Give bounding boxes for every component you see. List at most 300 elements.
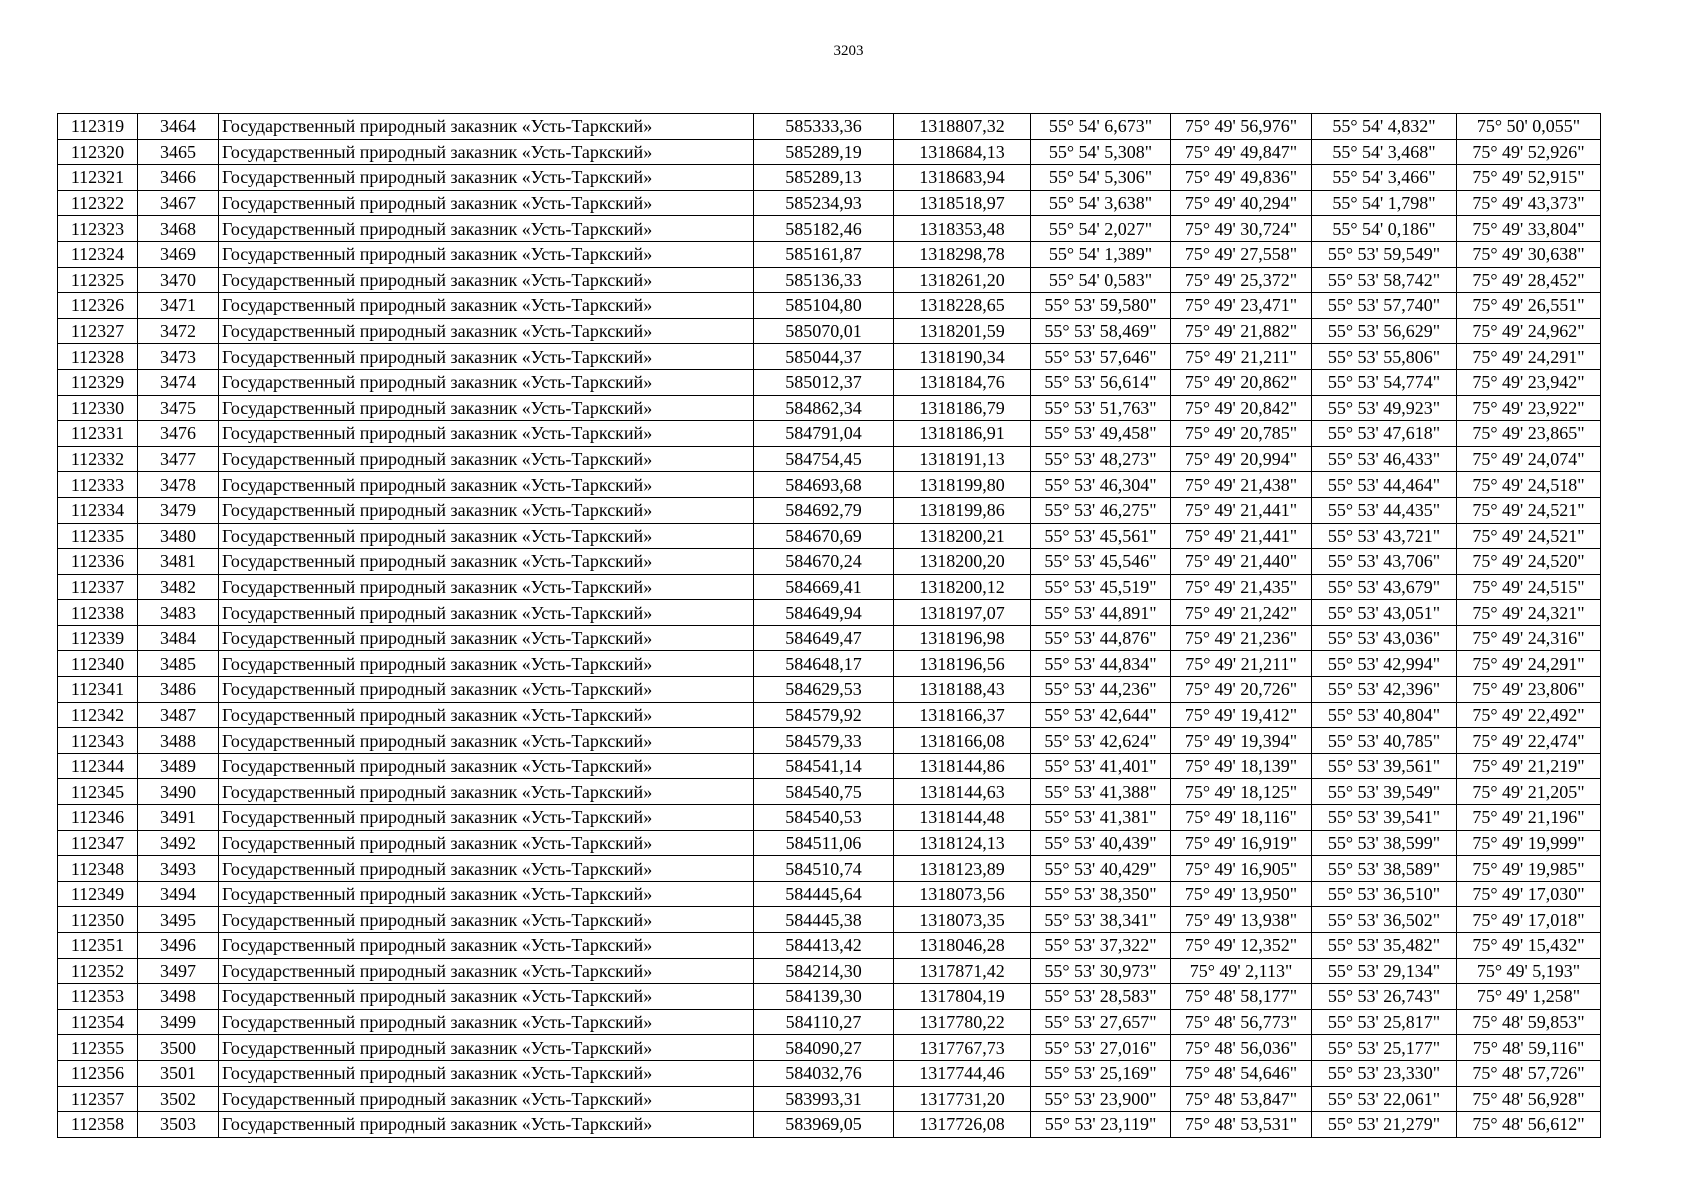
latitude-1-cell: 55° 53' 42,624" (1031, 728, 1171, 754)
row-id-cell: 112349 (58, 881, 138, 907)
latitude-1-cell: 55° 53' 44,236" (1031, 677, 1171, 703)
latitude-2-cell: 55° 53' 43,036" (1312, 625, 1457, 651)
row-id-cell: 112331 (58, 421, 138, 447)
x-coordinate-cell: 585070,01 (754, 318, 894, 344)
point-number-cell: 3470 (138, 267, 219, 293)
latitude-1-cell: 55° 53' 44,834" (1031, 651, 1171, 677)
territory-name-cell: Государственный природный заказник «Усть-Таркский» (219, 984, 754, 1010)
latitude-2-cell: 55° 53' 43,679" (1312, 574, 1457, 600)
longitude-2-cell: 75° 49' 5,193" (1457, 958, 1601, 984)
table-row (58, 1112, 1601, 1138)
y-coordinate-cell: 1318191,13 (894, 446, 1031, 472)
row-id-cell: 112355 (58, 1035, 138, 1061)
latitude-2-cell: 55° 53' 39,561" (1312, 753, 1457, 779)
point-number-cell: 3485 (138, 651, 219, 677)
territory-name-cell: Государственный природный заказник «Усть-Таркский» (219, 395, 754, 421)
y-coordinate-cell: 1318298,78 (894, 241, 1031, 267)
table-row (58, 574, 1601, 600)
latitude-1-cell: 55° 53' 41,388" (1031, 779, 1171, 805)
longitude-1-cell: 75° 49' 21,441" (1171, 523, 1312, 549)
y-coordinate-cell: 1318201,59 (894, 318, 1031, 344)
row-id-cell: 112339 (58, 625, 138, 651)
longitude-1-cell: 75° 49' 20,785" (1171, 421, 1312, 447)
row-id-cell: 112351 (58, 933, 138, 959)
row-id-cell: 112343 (58, 728, 138, 754)
y-coordinate-cell: 1318144,86 (894, 753, 1031, 779)
longitude-1-cell: 75° 49' 21,242" (1171, 600, 1312, 626)
territory-name-cell: Государственный природный заказник «Усть-Таркский» (219, 190, 754, 216)
point-number-cell: 3472 (138, 318, 219, 344)
x-coordinate-cell: 585289,13 (754, 165, 894, 191)
point-number-cell: 3467 (138, 190, 219, 216)
y-coordinate-cell: 1318188,43 (894, 677, 1031, 703)
y-coordinate-cell: 1318228,65 (894, 293, 1031, 319)
y-coordinate-cell: 1318683,94 (894, 165, 1031, 191)
territory-name-cell: Государственный природный заказник «Усть-Таркский» (219, 114, 754, 140)
longitude-2-cell: 75° 49' 15,432" (1457, 933, 1601, 959)
latitude-1-cell: 55° 53' 30,973" (1031, 958, 1171, 984)
latitude-1-cell: 55° 53' 40,439" (1031, 830, 1171, 856)
point-number-cell: 3488 (138, 728, 219, 754)
longitude-2-cell: 75° 49' 24,321" (1457, 600, 1601, 626)
row-id-cell: 112325 (58, 267, 138, 293)
y-coordinate-cell: 1318144,63 (894, 779, 1031, 805)
y-coordinate-cell: 1317744,46 (894, 1060, 1031, 1086)
y-coordinate-cell: 1318184,76 (894, 369, 1031, 395)
x-coordinate-cell: 585161,87 (754, 241, 894, 267)
table-row (58, 421, 1601, 447)
y-coordinate-cell: 1318166,08 (894, 728, 1031, 754)
table-row (58, 267, 1601, 293)
longitude-1-cell: 75° 49' 20,726" (1171, 677, 1312, 703)
latitude-1-cell: 55° 53' 28,583" (1031, 984, 1171, 1010)
territory-name-cell: Государственный природный заказник «Усть-Таркский» (219, 497, 754, 523)
longitude-2-cell: 75° 49' 21,196" (1457, 805, 1601, 831)
longitude-1-cell: 75° 49' 16,919" (1171, 830, 1312, 856)
latitude-2-cell: 55° 53' 36,502" (1312, 907, 1457, 933)
longitude-2-cell: 75° 49' 23,806" (1457, 677, 1601, 703)
territory-name-cell: Государственный природный заказник «Усть-Таркский» (219, 600, 754, 626)
x-coordinate-cell: 584090,27 (754, 1035, 894, 1061)
y-coordinate-cell: 1318684,13 (894, 139, 1031, 165)
latitude-2-cell: 55° 53' 54,774" (1312, 369, 1457, 395)
territory-name-cell: Государственный природный заказник «Усть-Таркский» (219, 421, 754, 447)
latitude-1-cell: 55° 53' 51,763" (1031, 395, 1171, 421)
territory-name-cell: Государственный природный заказник «Усть-Таркский» (219, 549, 754, 575)
table-row (58, 728, 1601, 754)
latitude-2-cell: 55° 53' 25,817" (1312, 1009, 1457, 1035)
territory-name-cell: Государственный природный заказник «Усть-Таркский» (219, 1112, 754, 1138)
point-number-cell: 3499 (138, 1009, 219, 1035)
territory-name-cell: Государственный природный заказник «Усть-Таркский» (219, 523, 754, 549)
table-row (58, 625, 1601, 651)
latitude-1-cell: 55° 54' 5,306" (1031, 165, 1171, 191)
longitude-2-cell: 75° 48' 59,853" (1457, 1009, 1601, 1035)
point-number-cell: 3494 (138, 881, 219, 907)
latitude-2-cell: 55° 53' 40,804" (1312, 702, 1457, 728)
table-row (58, 1009, 1601, 1035)
longitude-2-cell: 75° 49' 43,373" (1457, 190, 1601, 216)
row-id-cell: 112330 (58, 395, 138, 421)
territory-name-cell: Государственный природный заказник «Усть-Таркский» (219, 830, 754, 856)
longitude-2-cell: 75° 49' 21,219" (1457, 753, 1601, 779)
territory-name-cell: Государственный природный заказник «Усть-Таркский» (219, 728, 754, 754)
y-coordinate-cell: 1318190,34 (894, 344, 1031, 370)
row-id-cell: 112320 (58, 139, 138, 165)
territory-name-cell: Государственный природный заказник «Усть-Таркский» (219, 574, 754, 600)
latitude-1-cell: 55° 53' 40,429" (1031, 856, 1171, 882)
row-id-cell: 112335 (58, 523, 138, 549)
x-coordinate-cell: 584692,79 (754, 497, 894, 523)
longitude-1-cell: 75° 49' 16,905" (1171, 856, 1312, 882)
y-coordinate-cell: 1317780,22 (894, 1009, 1031, 1035)
row-id-cell: 112350 (58, 907, 138, 933)
x-coordinate-cell: 585289,19 (754, 139, 894, 165)
longitude-1-cell: 75° 49' 20,862" (1171, 369, 1312, 395)
latitude-1-cell: 55° 53' 25,169" (1031, 1060, 1171, 1086)
table-row (58, 779, 1601, 805)
longitude-2-cell: 75° 49' 19,999" (1457, 830, 1601, 856)
latitude-1-cell: 55° 53' 23,900" (1031, 1086, 1171, 1112)
point-number-cell: 3476 (138, 421, 219, 447)
y-coordinate-cell: 1318196,56 (894, 651, 1031, 677)
y-coordinate-cell: 1318199,80 (894, 472, 1031, 498)
x-coordinate-cell: 584649,94 (754, 600, 894, 626)
row-id-cell: 112319 (58, 114, 138, 140)
page-number: 3203 (833, 43, 864, 59)
row-id-cell: 112333 (58, 472, 138, 498)
x-coordinate-cell: 585104,80 (754, 293, 894, 319)
latitude-2-cell: 55° 53' 39,541" (1312, 805, 1457, 831)
point-number-cell: 3464 (138, 114, 219, 140)
y-coordinate-cell: 1318197,07 (894, 600, 1031, 626)
latitude-1-cell: 55° 54' 2,027" (1031, 216, 1171, 242)
table-row (58, 472, 1601, 498)
table-row (58, 395, 1601, 421)
longitude-1-cell: 75° 48' 53,847" (1171, 1086, 1312, 1112)
longitude-1-cell: 75° 49' 25,372" (1171, 267, 1312, 293)
longitude-1-cell: 75° 49' 49,847" (1171, 139, 1312, 165)
longitude-2-cell: 75° 49' 22,474" (1457, 728, 1601, 754)
latitude-1-cell: 55° 53' 44,876" (1031, 625, 1171, 651)
territory-name-cell: Государственный природный заказник «Усть-Таркский» (219, 1009, 754, 1035)
point-number-cell: 3491 (138, 805, 219, 831)
longitude-2-cell: 75° 48' 57,726" (1457, 1060, 1601, 1086)
x-coordinate-cell: 584670,69 (754, 523, 894, 549)
row-id-cell: 112347 (58, 830, 138, 856)
table-row (58, 856, 1601, 882)
latitude-2-cell: 55° 54' 3,468" (1312, 139, 1457, 165)
longitude-2-cell: 75° 49' 24,518" (1457, 472, 1601, 498)
x-coordinate-cell: 585044,37 (754, 344, 894, 370)
point-number-cell: 3475 (138, 395, 219, 421)
point-number-cell: 3483 (138, 600, 219, 626)
table-body (58, 114, 1601, 1138)
point-number-cell: 3486 (138, 677, 219, 703)
table-row (58, 549, 1601, 575)
table-row (58, 216, 1601, 242)
longitude-1-cell: 75° 49' 21,211" (1171, 651, 1312, 677)
y-coordinate-cell: 1317726,08 (894, 1112, 1031, 1138)
longitude-2-cell: 75° 49' 24,316" (1457, 625, 1601, 651)
latitude-1-cell: 55° 53' 23,119" (1031, 1112, 1171, 1138)
point-number-cell: 3493 (138, 856, 219, 882)
x-coordinate-cell: 584791,04 (754, 421, 894, 447)
row-id-cell: 112357 (58, 1086, 138, 1112)
table-row (58, 523, 1601, 549)
longitude-1-cell: 75° 48' 54,646" (1171, 1060, 1312, 1086)
longitude-1-cell: 75° 49' 12,352" (1171, 933, 1312, 959)
territory-name-cell: Государственный природный заказник «Усть-Таркский» (219, 677, 754, 703)
x-coordinate-cell: 584862,34 (754, 395, 894, 421)
latitude-2-cell: 55° 53' 40,785" (1312, 728, 1457, 754)
longitude-1-cell: 75° 49' 18,116" (1171, 805, 1312, 831)
table-row (58, 600, 1601, 626)
table-row (58, 702, 1601, 728)
point-number-cell: 3496 (138, 933, 219, 959)
latitude-1-cell: 55° 53' 56,614" (1031, 369, 1171, 395)
longitude-2-cell: 75° 49' 22,492" (1457, 702, 1601, 728)
row-id-cell: 112334 (58, 497, 138, 523)
latitude-1-cell: 55° 53' 45,561" (1031, 523, 1171, 549)
x-coordinate-cell: 584413,42 (754, 933, 894, 959)
latitude-1-cell: 55° 54' 1,389" (1031, 241, 1171, 267)
longitude-2-cell: 75° 50' 0,055" (1457, 114, 1601, 140)
latitude-2-cell: 55° 53' 55,806" (1312, 344, 1457, 370)
longitude-2-cell: 75° 49' 26,551" (1457, 293, 1601, 319)
x-coordinate-cell: 584540,53 (754, 805, 894, 831)
longitude-1-cell: 75° 49' 40,294" (1171, 190, 1312, 216)
row-id-cell: 112346 (58, 805, 138, 831)
longitude-1-cell: 75° 49' 21,441" (1171, 497, 1312, 523)
x-coordinate-cell: 584032,76 (754, 1060, 894, 1086)
longitude-2-cell: 75° 49' 1,258" (1457, 984, 1601, 1010)
territory-name-cell: Государственный природный заказник «Усть-Таркский» (219, 651, 754, 677)
point-number-cell: 3502 (138, 1086, 219, 1112)
territory-name-cell: Государственный природный заказник «Усть-Таркский» (219, 446, 754, 472)
x-coordinate-cell: 584510,74 (754, 856, 894, 882)
latitude-1-cell: 55° 53' 46,275" (1031, 497, 1171, 523)
latitude-2-cell: 55° 53' 49,923" (1312, 395, 1457, 421)
table-row (58, 446, 1601, 472)
x-coordinate-cell: 583969,05 (754, 1112, 894, 1138)
longitude-1-cell: 75° 48' 53,531" (1171, 1112, 1312, 1138)
latitude-2-cell: 55° 53' 26,743" (1312, 984, 1457, 1010)
territory-name-cell: Государственный природный заказник «Усть-Таркский» (219, 369, 754, 395)
longitude-2-cell: 75° 49' 19,985" (1457, 856, 1601, 882)
latitude-1-cell: 55° 54' 5,308" (1031, 139, 1171, 165)
x-coordinate-cell: 584579,33 (754, 728, 894, 754)
territory-name-cell: Государственный природный заказник «Усть-Таркский» (219, 1086, 754, 1112)
longitude-2-cell: 75° 49' 30,638" (1457, 241, 1601, 267)
x-coordinate-cell: 584110,27 (754, 1009, 894, 1035)
row-id-cell: 112348 (58, 856, 138, 882)
latitude-2-cell: 55° 53' 36,510" (1312, 881, 1457, 907)
row-id-cell: 112328 (58, 344, 138, 370)
row-id-cell: 112342 (58, 702, 138, 728)
y-coordinate-cell: 1318353,48 (894, 216, 1031, 242)
point-number-cell: 3469 (138, 241, 219, 267)
longitude-2-cell: 75° 49' 24,515" (1457, 574, 1601, 600)
longitude-1-cell: 75° 49' 19,412" (1171, 702, 1312, 728)
longitude-1-cell: 75° 48' 58,177" (1171, 984, 1312, 1010)
latitude-1-cell: 55° 53' 45,519" (1031, 574, 1171, 600)
latitude-1-cell: 55° 53' 59,580" (1031, 293, 1171, 319)
longitude-1-cell: 75° 49' 27,558" (1171, 241, 1312, 267)
longitude-1-cell: 75° 49' 30,724" (1171, 216, 1312, 242)
territory-name-cell: Государственный природный заказник «Усть-Таркский» (219, 1060, 754, 1086)
point-number-cell: 3477 (138, 446, 219, 472)
row-id-cell: 112336 (58, 549, 138, 575)
table-row (58, 907, 1601, 933)
latitude-1-cell: 55° 53' 44,891" (1031, 600, 1171, 626)
territory-name-cell: Государственный природный заказник «Усть-Таркский» (219, 933, 754, 959)
longitude-2-cell: 75° 48' 56,928" (1457, 1086, 1601, 1112)
table-row (58, 753, 1601, 779)
point-number-cell: 3473 (138, 344, 219, 370)
latitude-2-cell: 55° 53' 46,433" (1312, 446, 1457, 472)
latitude-2-cell: 55° 53' 57,740" (1312, 293, 1457, 319)
territory-name-cell: Государственный природный заказник «Усть-Таркский» (219, 139, 754, 165)
x-coordinate-cell: 584511,06 (754, 830, 894, 856)
territory-name-cell: Государственный природный заказник «Усть-Таркский» (219, 856, 754, 882)
latitude-1-cell: 55° 53' 49,458" (1031, 421, 1171, 447)
x-coordinate-cell: 584445,64 (754, 881, 894, 907)
longitude-2-cell: 75° 49' 23,865" (1457, 421, 1601, 447)
longitude-1-cell: 75° 49' 21,236" (1171, 625, 1312, 651)
row-id-cell: 112326 (58, 293, 138, 319)
y-coordinate-cell: 1318186,79 (894, 395, 1031, 421)
point-number-cell: 3489 (138, 753, 219, 779)
row-id-cell: 112345 (58, 779, 138, 805)
row-id-cell: 112340 (58, 651, 138, 677)
longitude-2-cell: 75° 49' 24,520" (1457, 549, 1601, 575)
row-id-cell: 112327 (58, 318, 138, 344)
latitude-2-cell: 55° 53' 44,464" (1312, 472, 1457, 498)
longitude-1-cell: 75° 49' 2,113" (1171, 958, 1312, 984)
row-id-cell: 112323 (58, 216, 138, 242)
table-row (58, 344, 1601, 370)
x-coordinate-cell: 584139,30 (754, 984, 894, 1010)
latitude-1-cell: 55° 53' 27,016" (1031, 1035, 1171, 1061)
latitude-1-cell: 55° 53' 58,469" (1031, 318, 1171, 344)
latitude-1-cell: 55° 54' 0,583" (1031, 267, 1171, 293)
table-row (58, 241, 1601, 267)
latitude-1-cell: 55° 53' 42,644" (1031, 702, 1171, 728)
y-coordinate-cell: 1318186,91 (894, 421, 1031, 447)
y-coordinate-cell: 1318166,37 (894, 702, 1031, 728)
latitude-2-cell: 55° 53' 29,134" (1312, 958, 1457, 984)
territory-name-cell: Государственный природный заказник «Усть-Таркский» (219, 753, 754, 779)
longitude-2-cell: 75° 48' 56,612" (1457, 1112, 1601, 1138)
longitude-1-cell: 75° 48' 56,773" (1171, 1009, 1312, 1035)
x-coordinate-cell: 585182,46 (754, 216, 894, 242)
territory-name-cell: Государственный природный заказник «Усть-Таркский» (219, 472, 754, 498)
longitude-1-cell: 75° 49' 23,471" (1171, 293, 1312, 319)
x-coordinate-cell: 584648,17 (754, 651, 894, 677)
longitude-1-cell: 75° 48' 56,036" (1171, 1035, 1312, 1061)
point-number-cell: 3497 (138, 958, 219, 984)
territory-name-cell: Государственный природный заказник «Усть-Таркский» (219, 907, 754, 933)
latitude-2-cell: 55° 53' 21,279" (1312, 1112, 1457, 1138)
latitude-2-cell: 55° 53' 43,051" (1312, 600, 1457, 626)
longitude-1-cell: 75° 49' 19,394" (1171, 728, 1312, 754)
table-row (58, 1060, 1601, 1086)
y-coordinate-cell: 1318123,89 (894, 856, 1031, 882)
point-number-cell: 3503 (138, 1112, 219, 1138)
x-coordinate-cell: 584214,30 (754, 958, 894, 984)
table-row (58, 958, 1601, 984)
y-coordinate-cell: 1318200,21 (894, 523, 1031, 549)
latitude-1-cell: 55° 53' 48,273" (1031, 446, 1171, 472)
table-row (58, 984, 1601, 1010)
x-coordinate-cell: 585234,93 (754, 190, 894, 216)
latitude-1-cell: 55° 53' 38,350" (1031, 881, 1171, 907)
territory-name-cell: Государственный природный заказник «Усть-Таркский» (219, 958, 754, 984)
latitude-2-cell: 55° 54' 1,798" (1312, 190, 1457, 216)
latitude-2-cell: 55° 53' 47,618" (1312, 421, 1457, 447)
territory-name-cell: Государственный природный заказник «Усть-Таркский» (219, 1035, 754, 1061)
longitude-1-cell: 75° 49' 20,994" (1171, 446, 1312, 472)
point-number-cell: 3465 (138, 139, 219, 165)
longitude-2-cell: 75° 48' 59,116" (1457, 1035, 1601, 1061)
latitude-1-cell: 55° 54' 6,673" (1031, 114, 1171, 140)
longitude-2-cell: 75° 49' 23,942" (1457, 369, 1601, 395)
territory-name-cell: Государственный природный заказник «Усть-Таркский» (219, 293, 754, 319)
y-coordinate-cell: 1318200,12 (894, 574, 1031, 600)
x-coordinate-cell: 584579,92 (754, 702, 894, 728)
territory-name-cell: Государственный природный заказник «Усть-Таркский» (219, 318, 754, 344)
point-number-cell: 3484 (138, 625, 219, 651)
point-number-cell: 3471 (138, 293, 219, 319)
latitude-1-cell: 55° 53' 27,657" (1031, 1009, 1171, 1035)
longitude-2-cell: 75° 49' 17,030" (1457, 881, 1601, 907)
y-coordinate-cell: 1318199,86 (894, 497, 1031, 523)
latitude-1-cell: 55° 53' 41,401" (1031, 753, 1171, 779)
x-coordinate-cell: 584445,38 (754, 907, 894, 933)
longitude-2-cell: 75° 49' 52,915" (1457, 165, 1601, 191)
x-coordinate-cell: 584670,24 (754, 549, 894, 575)
longitude-2-cell: 75° 49' 24,962" (1457, 318, 1601, 344)
longitude-1-cell: 75° 49' 21,435" (1171, 574, 1312, 600)
table-row (58, 139, 1601, 165)
latitude-2-cell: 55° 53' 44,435" (1312, 497, 1457, 523)
territory-name-cell: Государственный природный заказник «Усть-Таркский» (219, 216, 754, 242)
longitude-2-cell: 75° 49' 33,804" (1457, 216, 1601, 242)
territory-name-cell: Государственный природный заказник «Усть-Таркский» (219, 805, 754, 831)
longitude-1-cell: 75° 49' 21,882" (1171, 318, 1312, 344)
latitude-2-cell: 55° 54' 3,466" (1312, 165, 1457, 191)
point-number-cell: 3478 (138, 472, 219, 498)
row-id-cell: 112358 (58, 1112, 138, 1138)
latitude-2-cell: 55° 53' 35,482" (1312, 933, 1457, 959)
row-id-cell: 112353 (58, 984, 138, 1010)
longitude-2-cell: 75° 49' 24,291" (1457, 651, 1601, 677)
row-id-cell: 112341 (58, 677, 138, 703)
territory-name-cell: Государственный природный заказник «Усть-Таркский» (219, 344, 754, 370)
latitude-1-cell: 55° 54' 3,638" (1031, 190, 1171, 216)
row-id-cell: 112352 (58, 958, 138, 984)
point-number-cell: 3481 (138, 549, 219, 575)
y-coordinate-cell: 1318196,98 (894, 625, 1031, 651)
longitude-2-cell: 75° 49' 52,926" (1457, 139, 1601, 165)
x-coordinate-cell: 585333,36 (754, 114, 894, 140)
x-coordinate-cell: 584629,53 (754, 677, 894, 703)
x-coordinate-cell: 584693,68 (754, 472, 894, 498)
point-number-cell: 3466 (138, 165, 219, 191)
table-row (58, 293, 1601, 319)
territory-name-cell: Государственный природный заказник «Усть-Таркский» (219, 625, 754, 651)
